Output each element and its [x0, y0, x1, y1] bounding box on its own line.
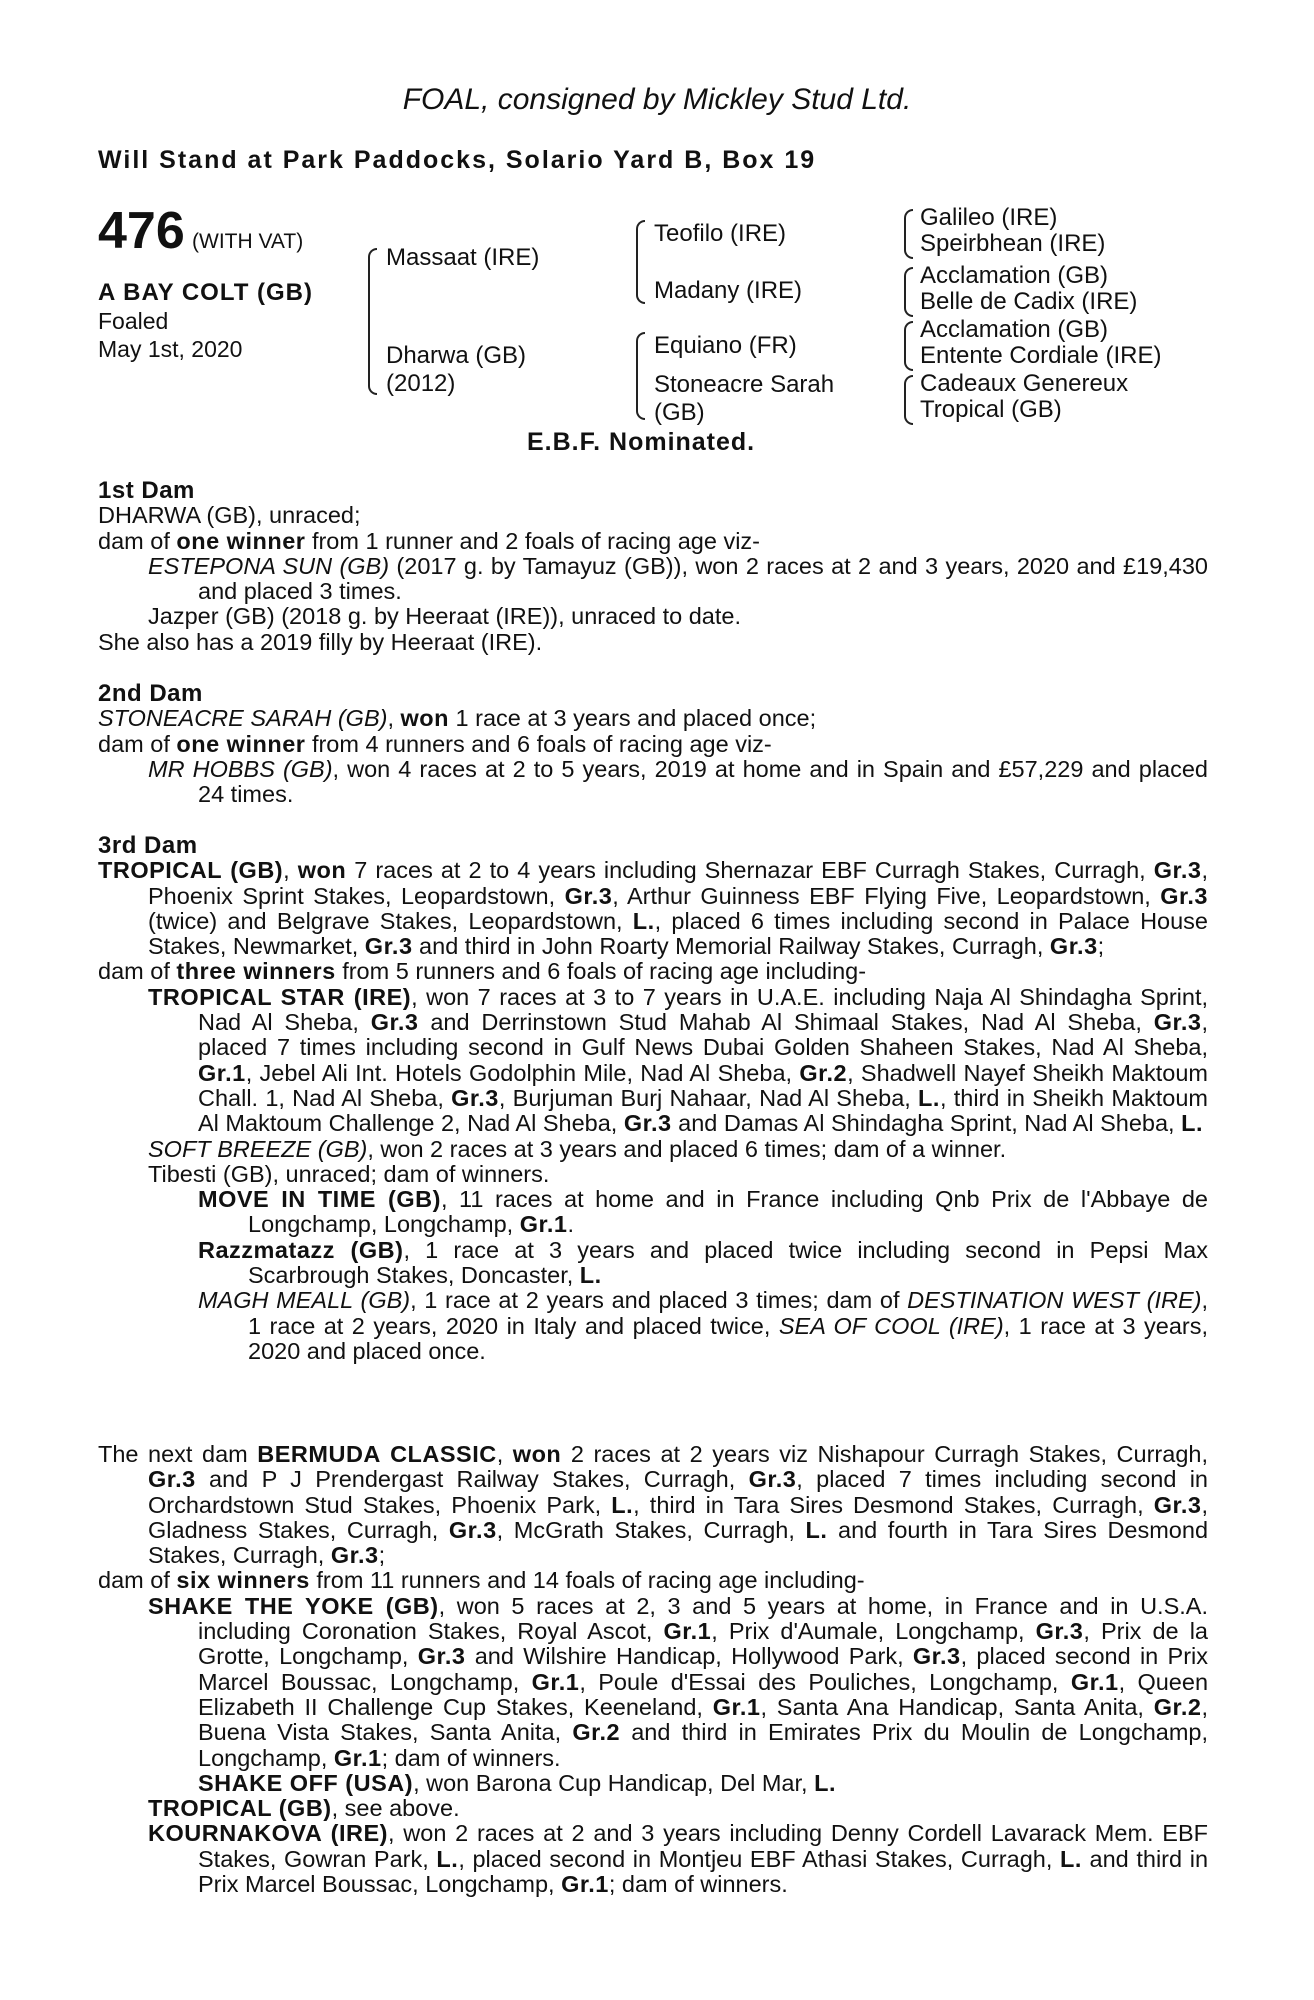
pedigree-dam: Dharwa (GB): [386, 342, 527, 369]
third-dam-section: [98, 833, 1208, 1364]
third-dam-record: TROPICAL (GB), won 7 races at 2 to 4 years including Shernazar EBF Curragh Stakes, Curragh, Gr.3, Phoenix Sprint Stakes, Leopardstown, Gr.3, Arthur Guinness EBF Flying Five, Leopardstown, Gr.3 (twice) and Belgrave Stakes, Leopardstown, L., placed 6 times including second in Palace House Stakes, Newmarket, Gr.3 and third in John Roarty Memorial Railway Stakes, Curragh, Gr.3;: [98, 857, 1208, 960]
pedigree-dam-dam: Stoneacre Sarah: [654, 371, 835, 398]
brace-g3: [904, 321, 913, 371]
lot-description: [98, 279, 313, 363]
progeny-tropical-star: TROPICAL STAR (IRE), won 7 races at 3 to 7 years in U.A.E. including Naja Al Shindagha Sprint, Nad Al Sheba, Gr.3 and Derrinstown Stud Mahab Al Shimaal Stakes, Nad Al Sheba, Gr.3, placed 7 times including second in Gulf News Dubai Golden Shaheen Stakes, Nad Al Sheba, Gr.1, Jebel Ali Int. Hotels Godolphin Mile, Nad Al Sheba, Gr.2, Shadwell Nayef Sheikh Maktoum Chall. 1, Nad Al Sheba, Gr.3, Burjuman Burj Nahaar, Nad Al Sheba, L., third in Sheikh Maktoum Al Maktoum Challenge 2, Nad Al Sheba, Gr.3 and Damas Al Shindagha Sprint, Nad Al Sheba, L.: [148, 983, 1208, 1137]
pedigree-g5: Acclamation (GB): [920, 316, 1109, 343]
brace-g4: [904, 375, 913, 425]
progeny-move-in-time: MOVE IN TIME (GB), 11 races at home and in France including Qnb Prix de l'Abbaye de Longchamp, Longchamp, Gr.1.: [198, 1186, 1208, 1238]
pedigree-g8: Tropical (GB): [920, 396, 1062, 423]
brace-dam-line: [636, 332, 645, 420]
pedigree-g2: Speirbhean (IRE): [920, 230, 1106, 257]
lot-number: 476: [98, 202, 185, 260]
progeny-tibesti: Tibesti (GB), unraced; dam of winners.: [148, 1160, 550, 1187]
progeny-shake-the-yoke: SHAKE THE YOKE (GB), won 5 races at 2, 3 and 5 years at home, in France and in U.S.A. including Coronation Stakes, Royal Ascot, Gr.1, Prix d'Aumale, Longchamp, Gr.3, Prix de la Grotte, Longchamp, Gr.3 and Wilshire Handicap, Hollywood Park, Gr.3, placed second in Prix Marcel Boussac, Longchamp, Gr.1, Poule d'Essai des Pouliches, Longchamp, Gr.1, Queen Elizabeth II Challenge Cup Stakes, Keeneland, Gr.1, Santa Ana Handicap, Santa Anita, Gr.2, Buena Vista Stakes, Santa Anita, Gr.2 and third in Emirates Prix du Moulin de Longchamp, Longchamp, Gr.1; dam of winners.: [148, 1592, 1209, 1771]
second-dam-produce-summary: dam of one winner from 4 runners and 6 foals of racing age viz-: [98, 730, 772, 757]
foaled-date: May 1st, 2020: [98, 336, 243, 362]
brace-g1: [904, 209, 913, 259]
progeny-magh-meall: MAGH MEALL (GB), 1 race at 2 years and placed 3 times; dam of DESTINATION WEST (IRE), 1 race at 2 years, 2020 in Italy and placed twice, SEA OF COOL (IRE), 1 race at 3 years, 2020 and placed once.: [198, 1287, 1209, 1364]
progeny-tropical: TROPICAL (GB), see above.: [148, 1795, 460, 1822]
progeny-estepona-sun: ESTEPONA SUN (GB) (2017 g. by Tamayuz (GB)), won 2 races at 2 and 3 years, 2020 and £19,430 and placed 3 times.: [148, 552, 1208, 605]
progeny-razzmatazz: Razzmatazz (GB), 1 race at 3 years and placed twice including second in Pepsi Max Scarbrough Stakes, Doncaster, L.: [198, 1236, 1208, 1289]
pedigree-g4: Belle de Cadix (IRE): [920, 288, 1138, 315]
third-dam-produce-summary: dam of three winners from 5 runners and 6 foals of racing age including-: [98, 958, 867, 985]
pedigree-sire: Massaat (IRE): [386, 244, 540, 271]
first-dam-also: She also has a 2019 filly by Heeraat (IRE).: [98, 628, 543, 655]
next-dam-section: [98, 1442, 1208, 1897]
first-dam-title: 1st Dam: [98, 477, 195, 504]
consignor-line: FOAL, consigned by Mickley Stud Ltd.: [402, 83, 912, 116]
progeny-shake-off: SHAKE OFF (USA), won Barona Cup Handicap, Del Mar, L.: [198, 1769, 836, 1796]
first-dam-produce-summary: dam of one winner from 1 runner and 2 foals of racing age viz-: [98, 527, 760, 554]
pedigree-g3: Acclamation (GB): [920, 262, 1109, 289]
brace-sire-line: [636, 220, 645, 304]
pedigree-dam-dam-country: (GB): [654, 399, 705, 426]
second-dam-section: [98, 681, 1208, 807]
pedigree-dam-sire: Equiano (FR): [654, 332, 797, 359]
progeny-soft-breeze: SOFT BREEZE (GB), won 2 races at 3 years and placed 6 times; dam of a winner.: [148, 1135, 1007, 1162]
progeny-mr-hobbs: MR HOBBS (GB), won 4 races at 2 to 5 years, 2019 at home and in Spain and £57,229 and placed 24 times.: [148, 755, 1209, 808]
next-dam-record: The next dam BERMUDA CLASSIC, won 2 races at 2 years viz Nishapour Curragh Stakes, Curragh, Gr.3 and P J Prendergast Railway Stakes, Curragh, Gr.3, placed 7 times including second in Orchardstown Stud Stakes, Phoenix Park, L., third in Tara Sires Desmond Stakes, Curragh, Gr.3, Gladness Stakes, Curragh, Gr.3, McGrath Stakes, Curragh, L. and fourth in Tara Sires Desmond Stakes, Curragh, Gr.3;: [98, 1441, 1209, 1569]
first-dam-name: DHARWA (GB), unraced;: [98, 502, 361, 529]
stand-location: Will Stand at Park Paddocks, Solario Yard B, Box 19: [98, 146, 817, 174]
progeny-kournakova: KOURNAKOVA (IRE), won 2 races at 2 and 3 years including Denny Cordell Lavarack Mem. EBF Stakes, Gowran Park, L., placed second in Montjeu EBF Athasi Stakes, Curragh, L. and third in Prix Marcel Boussac, Longchamp, Gr.1; dam of winners.: [148, 1820, 1209, 1898]
pedigree-g1: Galileo (IRE): [920, 204, 1058, 231]
second-dam-title: 2nd Dam: [98, 680, 203, 707]
progeny-jazper: Jazper (GB) (2018 g. by Heeraat (IRE)), unraced to date.: [148, 603, 741, 630]
foaled-label: Foaled: [98, 308, 169, 334]
brace-g2: [904, 267, 913, 317]
lot-title: A BAY COLT (GB): [98, 279, 314, 306]
pedigree-sire-dam: Madany (IRE): [654, 277, 803, 304]
third-dam-title: 3rd Dam: [98, 832, 198, 859]
brace-generation-1: [368, 248, 377, 395]
next-dam-produce-summary: dam of six winners from 11 runners and 14 foals of racing age including-: [98, 1567, 865, 1594]
pedigree-dam-year: (2012): [386, 370, 456, 397]
ebf-nominated: E.B.F. Nominated.: [527, 428, 756, 456]
pedigree-g6: Entente Cordiale (IRE): [920, 342, 1162, 369]
pedigree-g7: Cadeaux Genereux: [920, 370, 1129, 397]
vat-label: (WITH VAT): [192, 230, 304, 253]
pedigree-sire-sire: Teofilo (IRE): [654, 220, 787, 247]
first-dam-section: [98, 478, 1208, 655]
second-dam-name: STONEACRE SARAH (GB), won 1 race at 3 years and placed once;: [98, 705, 817, 732]
